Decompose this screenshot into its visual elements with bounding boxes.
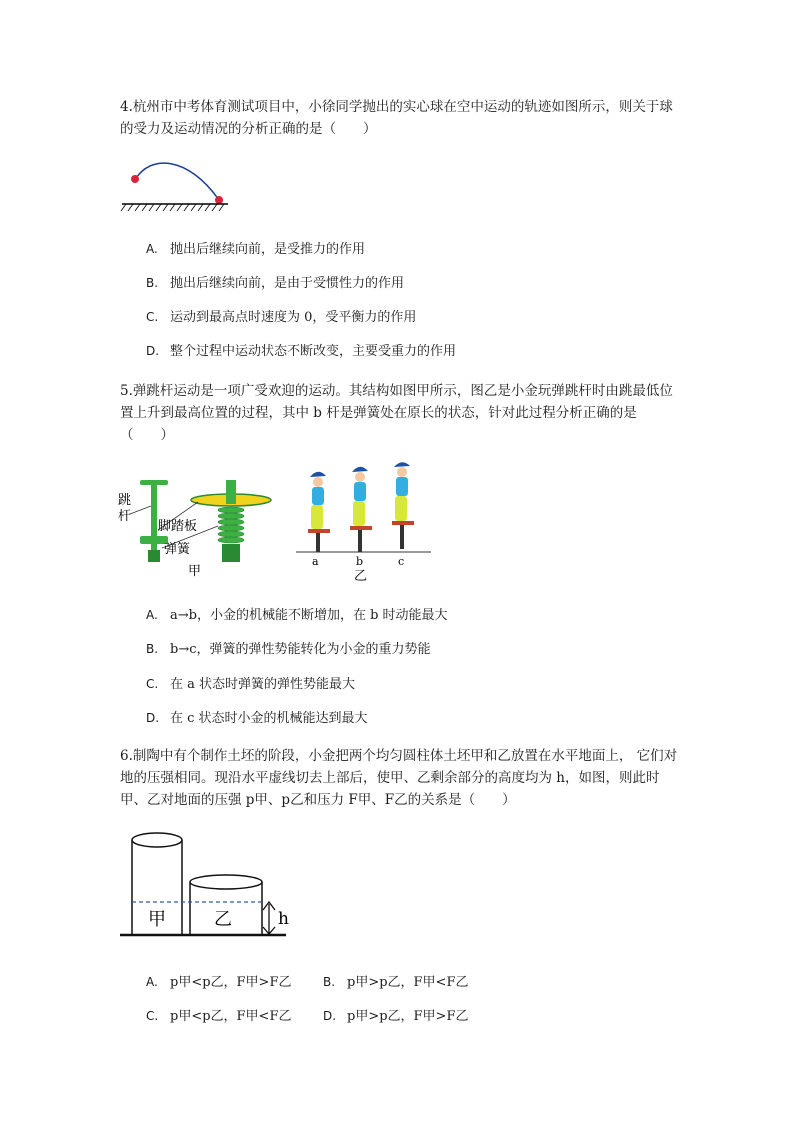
- label-h: h: [278, 909, 289, 929]
- label-pedal: 脚踏板: [158, 519, 198, 534]
- q4-option-c[interactable]: C. 运动到最高点时速度为 0，受平衡力的作用: [146, 310, 417, 325]
- thrown-ball-trajectory-figure: [118, 158, 233, 214]
- label-yi: 乙: [354, 569, 368, 584]
- question-5-text: 5.弹跳杆运动是一项广受欢迎的运动。其结构如图甲所示，图乙是小金玩弹跳杆时由跳最低位置上升到最高位置的过程，其中 b 杆是弹簧处在原长的状态，针对此过程分析正确的是（ ）: [120, 383, 673, 443]
- label-c: c: [398, 555, 405, 568]
- question-4-text: 4.杭州市中考体育测试项目中，小徐同学抛出的实心球在空中运动的轨迹如图所示，则关于球的受力及运动情况的分析正确的是（ ）: [120, 99, 673, 137]
- jumper-b: [350, 467, 372, 552]
- pogo-jump-stages-figure: [296, 462, 431, 582]
- jumper-a: [308, 472, 330, 552]
- label-a: a: [312, 555, 319, 568]
- q5-option-c[interactable]: C. 在 a 状态时弹簧的弹性势能最大: [146, 677, 356, 692]
- q6-option-a[interactable]: A. p甲<p乙，F甲>F乙: [146, 975, 292, 990]
- q5-option-b[interactable]: B. b→c，弹簧的弹性势能转化为小金的重力势能: [146, 642, 431, 657]
- cylinders-figure: [118, 830, 308, 945]
- q4-option-a[interactable]: A. 抛出后继续向前，是受推力的作用: [146, 242, 366, 257]
- jumper-c: [392, 462, 414, 549]
- label-yi-cylinder: 乙: [214, 909, 232, 930]
- q6-option-b[interactable]: B. p甲>p乙，F甲<F乙: [323, 975, 469, 990]
- question-6-text: 6.制陶中有个制作土坯的阶段，小金把两个均匀圆柱体土坯甲和乙放置在水平地面上， 它们对地的压强相同。现沿水平虚线切去上部后，使甲、乙剩余部分的高度均为 h，如图，则此时甲、乙对地面的压强 p甲、p乙和压力 F甲、F乙的关系是（ ）: [120, 748, 678, 808]
- label-jia: 甲: [188, 564, 202, 579]
- label-b: b: [356, 555, 364, 568]
- label-spring: 弹簧: [164, 542, 191, 557]
- q5-option-d[interactable]: D. 在 c 状态时小金的机械能达到最大: [146, 711, 368, 726]
- q4-option-d[interactable]: D. 整个过程中运动状态不断改变，主要受重力的作用: [146, 344, 457, 359]
- q4-option-b[interactable]: B. 抛出后继续向前，是由于受惯性力的作用: [146, 276, 405, 291]
- label-pole-top: 跳: [118, 493, 132, 508]
- pogo-stick-structure-figure: [118, 474, 278, 584]
- q6-option-c[interactable]: C. p甲<p乙，F甲<F乙: [146, 1009, 292, 1024]
- q5-option-a[interactable]: A. a→b，小金的机械能不断增加，在 b 时动能最大: [146, 608, 448, 623]
- q6-option-d[interactable]: D. p甲>p乙，F甲>F乙: [323, 1009, 469, 1024]
- label-jia-cylinder: 甲: [148, 909, 166, 930]
- label-pole-bottom: 杆: [118, 509, 132, 524]
